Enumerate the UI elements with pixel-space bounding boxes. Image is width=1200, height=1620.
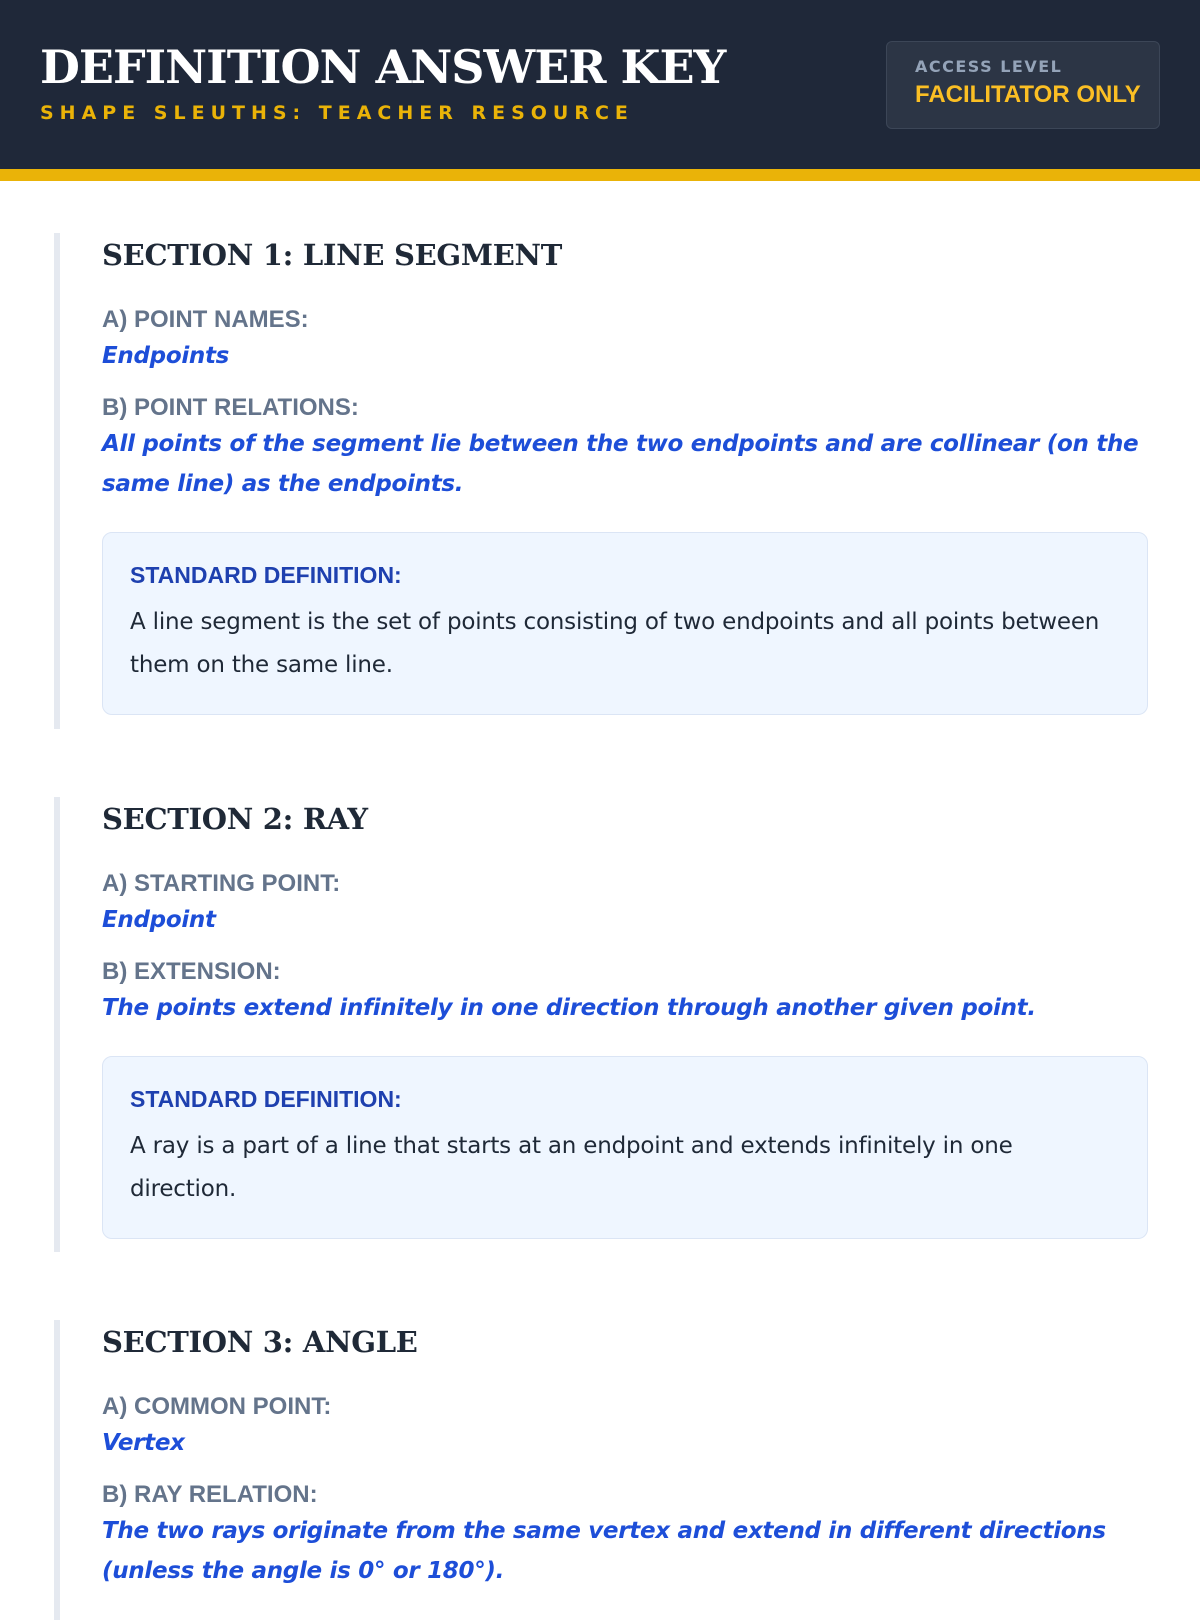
standard-definition-box (102, 1056, 1148, 1239)
page-header (0, 0, 1200, 181)
question-b-label: B) POINT RELATIONS: (102, 394, 359, 421)
question-b-label: B) EXTENSION: (102, 958, 281, 985)
standard-definition-box (102, 532, 1148, 715)
section-angle (54, 1320, 1148, 1620)
section-ray (54, 797, 1148, 1252)
page-subtitle: SHAPE SLEUTHS: TEACHER RESOURCE (40, 102, 634, 124)
question-b-answer: The points extend infinitely in one direction through another given point. (102, 995, 1036, 1021)
question-b-label: B) RAY RELATION: (102, 1481, 318, 1508)
section-title: SECTION 1: LINE SEGMENT (102, 238, 562, 272)
page-title: DEFINITION ANSWER KEY (40, 40, 726, 94)
question-a-answer: Vertex (102, 1430, 185, 1456)
question-b-answer: The two rays originate from the same vertex and extend in different directions (unless the angle is 0° or 180°). (102, 1518, 1106, 1584)
access-level-label: ACCESS LEVEL (915, 57, 1063, 76)
standard-definition-label: STANDARD DEFINITION: (130, 1086, 402, 1112)
question-a-label: A) STARTING POINT: (102, 870, 341, 897)
section-title: SECTION 3: ANGLE (102, 1325, 418, 1359)
section-line-segment (54, 233, 1148, 729)
question-b-answer: All points of the segment lie between the two endpoints and are collinear (on the same line) as the endpoints. (102, 431, 1139, 497)
question-a-answer: Endpoint (102, 907, 216, 933)
access-level-value: FACILITATOR ONLY (915, 81, 1141, 108)
standard-definition-text: A ray is a part of a line that starts at an endpoint and extends infinitely in one direction. (130, 1133, 1013, 1202)
section-title: SECTION 2: RAY (102, 802, 368, 836)
standard-definition-label: STANDARD DEFINITION: (130, 562, 402, 588)
question-a-label: A) COMMON POINT: (102, 1393, 332, 1420)
question-a-answer: Endpoints (102, 343, 230, 369)
question-a-label: A) POINT NAMES: (102, 306, 309, 333)
access-level-badge (886, 41, 1160, 129)
standard-definition-text: A line segment is the set of points consisting of two endpoints and all points between them on the same line. (130, 609, 1100, 678)
